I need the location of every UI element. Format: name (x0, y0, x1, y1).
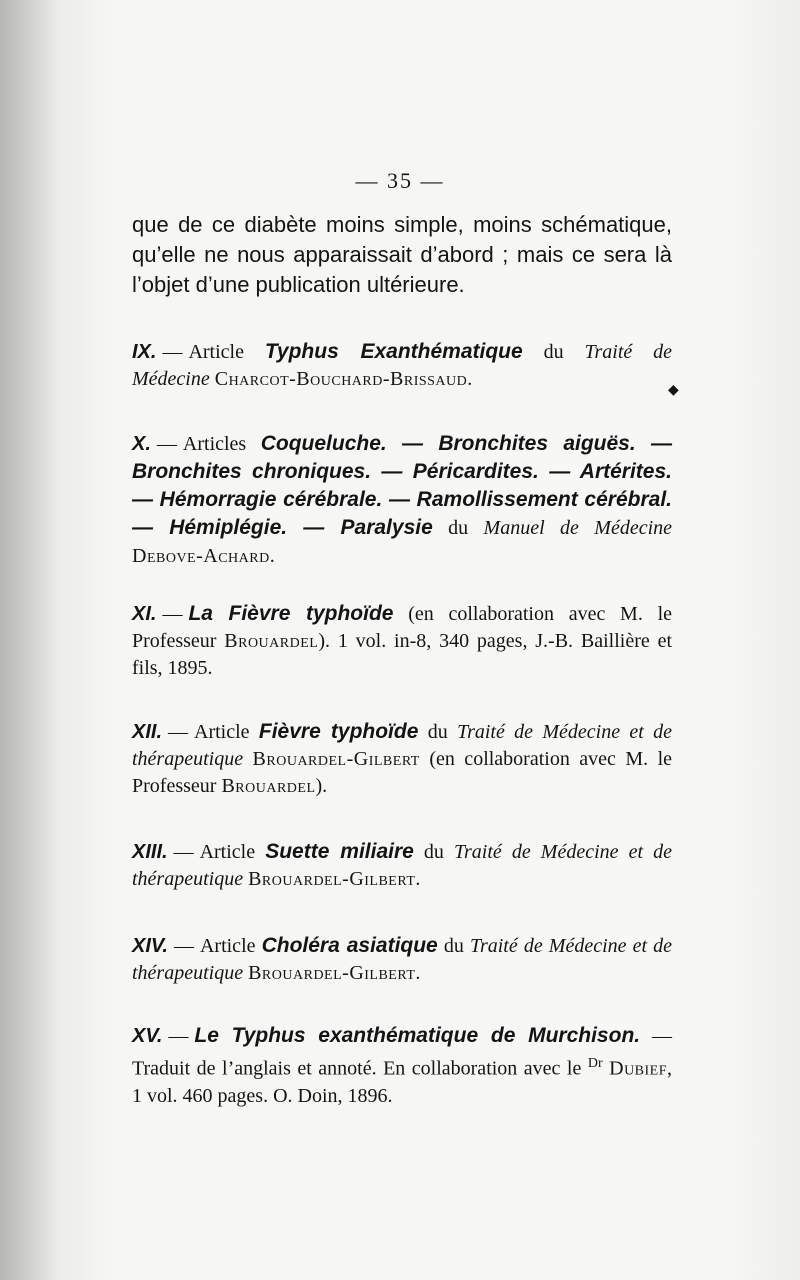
entry-source: Traité de Médecine et de thérapeutique (132, 841, 672, 890)
entry-xii (132, 718, 672, 800)
entry-end: . (415, 868, 421, 890)
ink-mark-icon: ◆ (668, 383, 679, 398)
entry-text: — Traduit de l’anglais et annoté. En collaboration avec le (132, 1025, 673, 1080)
entry-number: XII. (132, 721, 163, 743)
entry-dash: — (162, 341, 183, 363)
entry-title: La Fièvre typhoïde (188, 602, 394, 625)
entry-dash: — (162, 603, 183, 625)
entry-title: Typhus Exanthématique (264, 340, 523, 363)
entry-xiv (132, 932, 672, 987)
entry-text: (en collaboration avec M. le Professeur (132, 748, 673, 797)
entry-titles: Coqueluche. — Bronchites aiguës. — Bronchites chroniques. — Péricardites. — Artérites. — Hémorragie cérébrale. — Ramollissement cérébral. — Hémiplégie. — Paralysie (132, 432, 672, 539)
entry-prefix: Article (194, 721, 250, 743)
intro-paragraph: que de ce diabète moins simple, moins schématique, qu’elle ne nous apparaissait d’abord ; mais ce sera là l’objet d’une publication ultérieure. (132, 212, 672, 297)
entry-connector: du (423, 841, 444, 863)
entry-source: Traité de Médecine et de thérapeutique (132, 721, 673, 770)
entry-text-end: , 1 vol. 460 pages. O. Doin, 1896. (132, 1057, 673, 1107)
entry-authors: Brouardel-Gilbert (248, 962, 416, 984)
entry-end: . (415, 962, 421, 984)
entry-number: IX. (132, 341, 157, 363)
entry-xi (132, 600, 672, 682)
entry-number: XIII. (132, 841, 168, 863)
entry-dash: — (168, 721, 189, 743)
entry-connector: du (427, 721, 448, 743)
entry-connector: du (543, 341, 564, 363)
entry-dash: — (173, 935, 194, 957)
entry-text-end: ). 1 vol. in-8, 340 pages, J.-B. Baillière et fils, 1895. (132, 630, 672, 679)
entry-number: XV. (132, 1025, 163, 1047)
entry-authors: Debove-Achard (132, 545, 270, 567)
entry-xiii (132, 838, 672, 893)
entry-x (132, 430, 672, 570)
entry-number: XI. (132, 603, 157, 625)
entry-prefix: Article (188, 341, 244, 363)
entry-person: Brouardel (221, 775, 316, 797)
entry-dash: — (168, 1025, 189, 1047)
entry-dash: — (173, 841, 194, 863)
entry-authors: Brouardel-Gilbert (252, 748, 420, 770)
entry-connector: du (443, 935, 464, 957)
entry-title: Fièvre typhoïde (258, 720, 419, 743)
entry-prefix: Article (199, 935, 256, 957)
entry-title: Choléra asiatique (261, 934, 438, 957)
entry-end: . (467, 368, 473, 390)
entry-end: . (269, 545, 275, 567)
entry-number: X. (132, 433, 151, 455)
entry-authors: Brouardel-Gilbert (248, 868, 416, 890)
entry-connector: du (448, 517, 469, 539)
entry-source: Traité de Médecine (132, 341, 673, 390)
entry-title: Le Typhus exanthématique de Murchison. (194, 1024, 641, 1047)
entry-source: Manuel de Médecine (483, 517, 673, 539)
entry-end: ). (315, 775, 328, 797)
entry-ix (132, 338, 672, 393)
entry-source: Traité de Médecine et de thérapeutique (132, 935, 673, 984)
page-number: — 35 — (355, 168, 445, 193)
entry-dash: — (156, 433, 177, 455)
entry-prefix: Article (199, 841, 256, 863)
entry-doctor: Dr (587, 1056, 603, 1071)
entry-person: Brouardel (224, 630, 319, 652)
entry-person: Dubief (609, 1057, 668, 1080)
entry-prefix: Articles (182, 433, 247, 455)
entry-title: Suette miliaire (265, 840, 414, 863)
entry-authors: Charcot-Bouchard-Brissaud (214, 368, 468, 390)
entry-text: (en collaboration avec M. le Professeur (132, 603, 673, 652)
entry-xv (132, 1022, 672, 1110)
entry-number: XIV. (132, 935, 168, 957)
